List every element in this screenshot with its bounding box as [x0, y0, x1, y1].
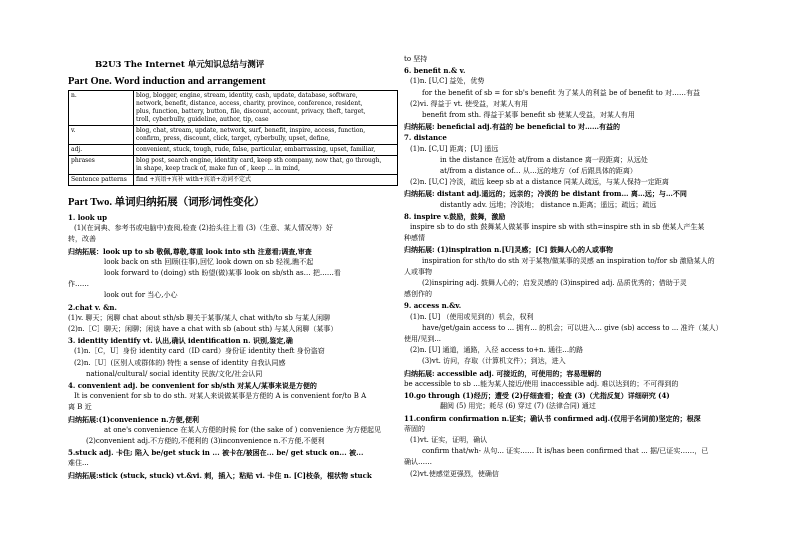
text-line: 4. convenient adj. be convenient for sb/sth 对某人/某事来说是方便的 — [68, 381, 317, 391]
text-line: 5.stuck adj. 卡住; 陷入 be/get stuck in ... 被卡在/被困在... be/ get stuck on... 被... — [68, 448, 364, 458]
vocab-line: network, benefit, distance, access, charity, province, conference, resident, — [136, 100, 363, 107]
text-line: at one's convenience 在某人方便的时候 for (the sake of ) convenience 为方便起见 — [104, 425, 382, 434]
vocab-row-label: v. — [69, 126, 134, 145]
vocab-row — [69, 145, 398, 156]
text-line: 8. inspire v.鼓励，鼓舞，激励 — [404, 211, 506, 221]
text-line: look out for 当心,小心 — [104, 291, 178, 300]
part-one-heading: Part One. Word induction and arrangement — [68, 76, 266, 87]
text-line: 难住... — [68, 459, 89, 468]
vocab-row — [69, 175, 398, 186]
part-two-heading: Part Two. 单词归纳拓展（词形/词性变化） — [68, 197, 265, 208]
vocab-line: plus, function, battery, button, file, discount, account, privacy, theft, target, — [136, 108, 366, 115]
text-line: (1)n. [U] （使用或见到的）机会，权利 — [410, 312, 534, 321]
vocab-line: find +宾语+宾补 with+宾语+动词不定式 — [136, 176, 251, 183]
text-line: 种感情 — [404, 234, 425, 243]
text-line: (2)n.［C］聊天；闲聊；闲谈 have a chat with sb (about sth) 与某人闲聊（某事） — [68, 325, 338, 334]
text-line: 人或事物 — [404, 267, 432, 276]
vocab-row-label: n. — [69, 91, 134, 126]
text-line: (1)n. [C,U] 距离；[U] 遥远 — [410, 144, 499, 153]
vocab-row-content — [134, 156, 398, 175]
vocab-row — [69, 126, 398, 145]
text-line: 归纳拓展: beneficial adj.有益的 be beneficial to 对……有益的 — [404, 122, 621, 132]
page-title: B2U3 The Internet 单元知识总结与测评 — [95, 60, 265, 70]
vocab-row-label: Sentence patterns — [69, 175, 134, 186]
text-line: in the distance 在远处 at/from a distance 离一段距离；从远处 — [440, 155, 648, 164]
vocab-line: blog, blogger, engine, stream, identity, cash, update, database, software, — [136, 92, 358, 99]
text-line: (1)n. [U,C] 益处，优势 — [410, 77, 485, 86]
vocab-row-content — [134, 91, 398, 126]
vocab-line: troll, cyberbully, guideline, author, tip, case — [136, 116, 269, 123]
text-line: have/get/gain access to ... 拥有... 的机会；可以进入... give (sb) access to ... 准许（某人） — [422, 323, 723, 332]
vocab-line: blog, chat, stream, update, network, surf, benefit, inspire, access, function, — [136, 127, 366, 134]
text-line: national/cultural/ social identity 民族/文化/社会认同 — [86, 369, 263, 378]
vocab-row-content — [134, 175, 398, 186]
text-line: 使用/见到... — [404, 335, 442, 344]
text-line: (1)n.［C，U］身份 identity card（ID card）身份证 identity theft 身份盗窃 — [74, 347, 325, 356]
vocab-row-content — [134, 145, 398, 156]
text-line: distantly adv. 远地；冷淡地； distance n.距离；遥远；疏远；疏远 — [440, 200, 657, 209]
left-column — [68, 74, 398, 481]
vocab-row-content — [134, 126, 398, 145]
text-line: 作…… — [68, 280, 89, 289]
vocab-row-label: adj. — [69, 145, 134, 156]
text-line: to 坚持 — [404, 55, 428, 63]
text-line: 3. identity identify vt. 认出,确认 identification n. 识别,鉴定,确 — [68, 336, 293, 346]
text-line: confirm that/wh- 从句... 证实…… It is/has been confirmed that ... 据/已证实……，已 — [422, 447, 709, 456]
text-line: 离 B 近 — [68, 403, 92, 412]
text-line: for the benefit of sb = for sb's benefit 为了某人的利益 be of benefit to 对……有益 — [422, 88, 700, 97]
text-line: at/from a distance of… 从…远的地方（of 后跟具体的距离） — [440, 167, 637, 176]
text-line: look back on sth 回顾(往事),回忆 look down on sb 轻视,瞧不起 — [104, 257, 314, 266]
text-line: (2)convenient adj.不方便的,不便利的 (3)inconvenience n.不方便,不便利 — [86, 437, 325, 446]
text-line: (1)v. 聊天；闲聊 chat about sth/sb 聊关于某事/某人 chat with/to sb 与某人闲聊 — [68, 313, 331, 322]
text-line: 归纳拓展:stick (stuck, stuck) vt.&vi. 刺，插入；粘贴 vi. 卡住 n. [C]枝条，棍状物 stuck — [68, 470, 372, 480]
text-line: It is convenient for sb to do sth. 对某人来说做某事是方便的 A is convenient for/to B A — [74, 392, 367, 401]
vocab-line: confirm, press, discount, click, target, cyberbully, upset, define, — [136, 135, 330, 142]
vocab-row — [69, 156, 398, 175]
text-line: (1)(在词典、参考书或电脑中)查阅,检查 (2)抬头往上看 (3)（生意、某人情况等）好 — [74, 224, 333, 233]
text-line: inspiration for sth/to do sth 对于某物/做某事的灵感 an inspiration to/for sb 激励某人的 — [422, 256, 715, 265]
text-line: 6. benefit n.& v. — [404, 66, 466, 76]
text-line: (3)vt. 访问，存取（计算机文件）；到达，进入 — [422, 357, 566, 366]
vocabulary-table — [68, 90, 398, 186]
text-line: 转，改善 — [68, 235, 96, 244]
text-line: 归纳拓展:(1)convenience n.方便,便利 — [68, 414, 200, 424]
text-line: 7. distance — [404, 133, 447, 143]
text-line: 确认…… — [404, 458, 432, 467]
text-line: (1)vt. 证实，证明，确认 — [410, 435, 488, 444]
right-column — [404, 54, 734, 480]
vocab-row-label: phrases — [69, 156, 134, 175]
right-content — [404, 54, 734, 480]
text-line: 归纳拓展：look up to sb 敬佩,尊敬,尊重 look into sth 注意看;调查,审查 — [68, 246, 312, 256]
text-line: (2)vi. 得益于 vt. 使受益，对某人有用 — [410, 99, 529, 108]
text-line: be accessible to sb …能为某人接近/使用 inaccessible adj. 难以达到的；不可得到的 — [404, 379, 679, 388]
text-line: 11.confirm confirmation n.证实；确认书 confirmed adj.(仅用于名词前)坚定的；根深 — [404, 413, 701, 423]
text-line: (2)n.［U］(区别人或群体的) 特性 a sense of identity 自我认同感 — [74, 358, 286, 367]
part-two-content — [68, 212, 398, 481]
text-line: 9. access n.&v. — [404, 301, 462, 311]
text-line: 归纳拓展: (1)inspiration n.[U]灵感；[C] 鼓舞人心的人或事物 — [404, 245, 613, 255]
vocab-row — [69, 91, 398, 126]
text-line: (2)inspiring adj. 鼓舞人心的；启发灵感的 (3)inspired adj. 品质优秀的；借助于灵 — [422, 279, 687, 288]
text-line: 2.chat v. &n. — [68, 302, 117, 312]
vocab-line: convenient, stuck, tough, rude, false, particular, embarrassing, upset, familiar, — [136, 146, 376, 153]
text-line: 10.go through (1)经历；遭受 (2)仔细查看；检查 (3)（尤指反复）详细研究 (4) — [404, 391, 670, 401]
text-line: 归纳拓展: distant adj.遥远的；远亲的；冷淡的 be distant from… 离…远；与…不同 — [404, 189, 687, 199]
vocab-line: blog post, search engine, identity card, keep sth company, now that, go through, — [136, 157, 382, 164]
text-line: 蒂固的 — [404, 424, 425, 433]
text-line: (2)vt.使感觉更强烈，使确信 — [410, 469, 499, 478]
vocab-line: in shape, keep track of, make fun of , keep ... in mind, — [136, 165, 300, 172]
text-line: 感创作的 — [404, 290, 432, 299]
text-line: 归纳拓展: accessible adj. 可接近的，可使用的；容易理解的 — [404, 368, 602, 378]
text-line: (2)n. [U] 通道，通路，入径 access to+n. 通往…的路 — [410, 346, 584, 355]
text-line: (2)n. [U,C] 冷淡，疏远 keep sb at a distance 同某人疏远，与某人保持一定距离 — [410, 178, 669, 187]
text-line: 翻阅 (5) 用完；耗尽 (6) 穿过 (7) (法律合同) 通过 — [440, 402, 596, 411]
text-line: 1. look up — [68, 213, 108, 222]
text-line: look forward to (doing) sth 盼望(做)某事 look on sb/sth as… 把……看 — [104, 269, 341, 278]
text-line: benefit from sth. 得益于某事 benefit sb 使某人受益，对某人有用 — [422, 111, 635, 120]
text-line: inspire sb to do sth 鼓舞某人做某事 inspire sb with sth=inspire sth in sb 使某人产生某 — [410, 223, 705, 232]
